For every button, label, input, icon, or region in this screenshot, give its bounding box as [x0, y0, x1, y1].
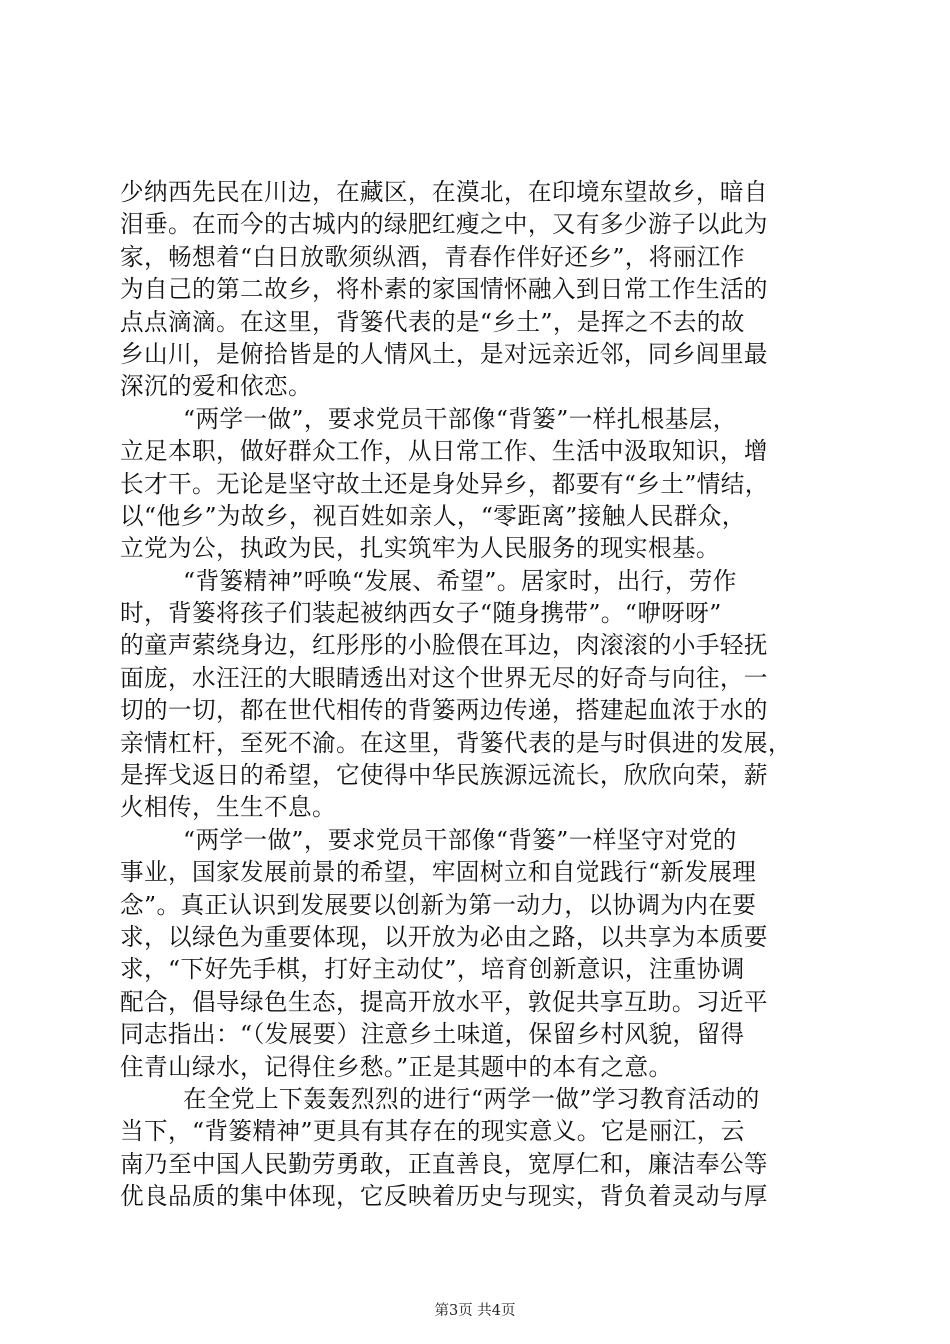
text-line: 深沉的爱和依恋。 — [120, 372, 312, 401]
text-line: 住青山绿水，记得住乡愁。”正是其题中的本有之意。 — [120, 1052, 673, 1081]
document-body — [120, 176, 832, 1213]
text-line: 念”。真正认识到发展要以创新为第一动力，以协调为内在要 — [120, 890, 757, 919]
text-line: 的童声萦绕身边，红彤彤的小脸偎在耳边，肉滚滚的小手轻抚 — [120, 631, 768, 660]
text-line: 为自己的第二故乡，将朴素的家国情怀融入到日常工作生活的 — [120, 275, 768, 304]
text-line: 求，以绿色为重要体现，以开放为必由之路，以共享为本质要 — [120, 922, 768, 951]
text-line: “两学一做”，要求党员干部像“背篓”一样扎根基层， — [183, 404, 737, 433]
text-line: 当下，“背篓精神”更具有其存在的现实意义。它是丽江，云 — [120, 1117, 745, 1146]
text-line: 长才干。无论是坚守故土还是身处异乡，都要有“乡土”情结， — [120, 469, 769, 498]
text-line: 是挥戈返日的希望，它使得中华民族源远流长，欣欣向荣，薪 — [120, 761, 768, 790]
text-line: 以“他乡”为故乡，视百姓如亲人，“零距离”接触人民群众， — [120, 501, 746, 530]
text-line: “背篓精神”呼唤“发展、希望”。居家时，出行，劳作 — [183, 566, 737, 595]
text-line: 切的一切，都在世代相传的背篓两边传递，搭建起血浓于水的 — [120, 696, 768, 725]
text-line: 时，背篓将孩子们装起被纳西女子“随身携带”。“咿呀呀” — [120, 599, 722, 628]
text-line: 亲情杠杆，至死不渝。在这里，背篓代表的是与时俱进的发展， — [120, 728, 792, 757]
text-line: 泪垂。在而今的古城内的绿肥红瘦之中，又有多少游子以此为 — [120, 210, 768, 239]
text-line: 优良品质的集中体现，它反映着历史与现实，背负着灵动与厚 — [120, 1182, 768, 1211]
text-line: 南乃至中国人民勤劳勇敢，正直善良，宽厚仁和，廉洁奉公等 — [120, 1149, 768, 1178]
text-line: “两学一做”，要求党员干部像“背篓”一样坚守对党的 — [183, 825, 737, 854]
text-line: 点点滴滴。在这里，背篓代表的是“乡土”，是挥之不去的故 — [120, 307, 745, 336]
text-line: 求，“下好先手棋，打好主动仗”，培育创新意识，注重协调 — [120, 955, 745, 984]
text-line: 配合，倡导绿色生态，提高开放水平，敦促共享互助。习近平 — [120, 987, 768, 1016]
text-line: 事业，国家发展前景的希望，牢固树立和自觉践行“新发展理 — [120, 858, 757, 887]
text-line: 同志指出：“（发展要）注意乡土味道，保留乡村风貌，留得 — [120, 1020, 745, 1049]
text-line: 少纳西先民在川边，在藏区，在漠北，在印境东望故乡，暗自 — [120, 178, 768, 206]
text-line: 面庞，水汪汪的大眼睛透出对这个世界无尽的好奇与向往，一 — [120, 663, 768, 692]
text-line: 立足本职，做好群众工作，从日常工作、生活中汲取知识，增 — [120, 437, 768, 466]
text-line: 火相传，生生不息。 — [120, 793, 336, 822]
page-footer: 第3页 共4页 — [434, 1303, 516, 1319]
text-line: 立党为公，执政为民，扎实筑牢为人民服务的现实根基。 — [120, 534, 720, 563]
text-line: 在全党上下轰轰烈烈的进行“两学一做”学习教育活动的 — [183, 1084, 760, 1113]
text-line: 家，畅想着“白日放歌须纵酒，青春作伴好还乡”，将丽江作 — [120, 242, 745, 271]
text-line: 乡山川，是俯拾皆是的人情风土，是对远亲近邻，同乡闾里最 — [120, 339, 768, 368]
